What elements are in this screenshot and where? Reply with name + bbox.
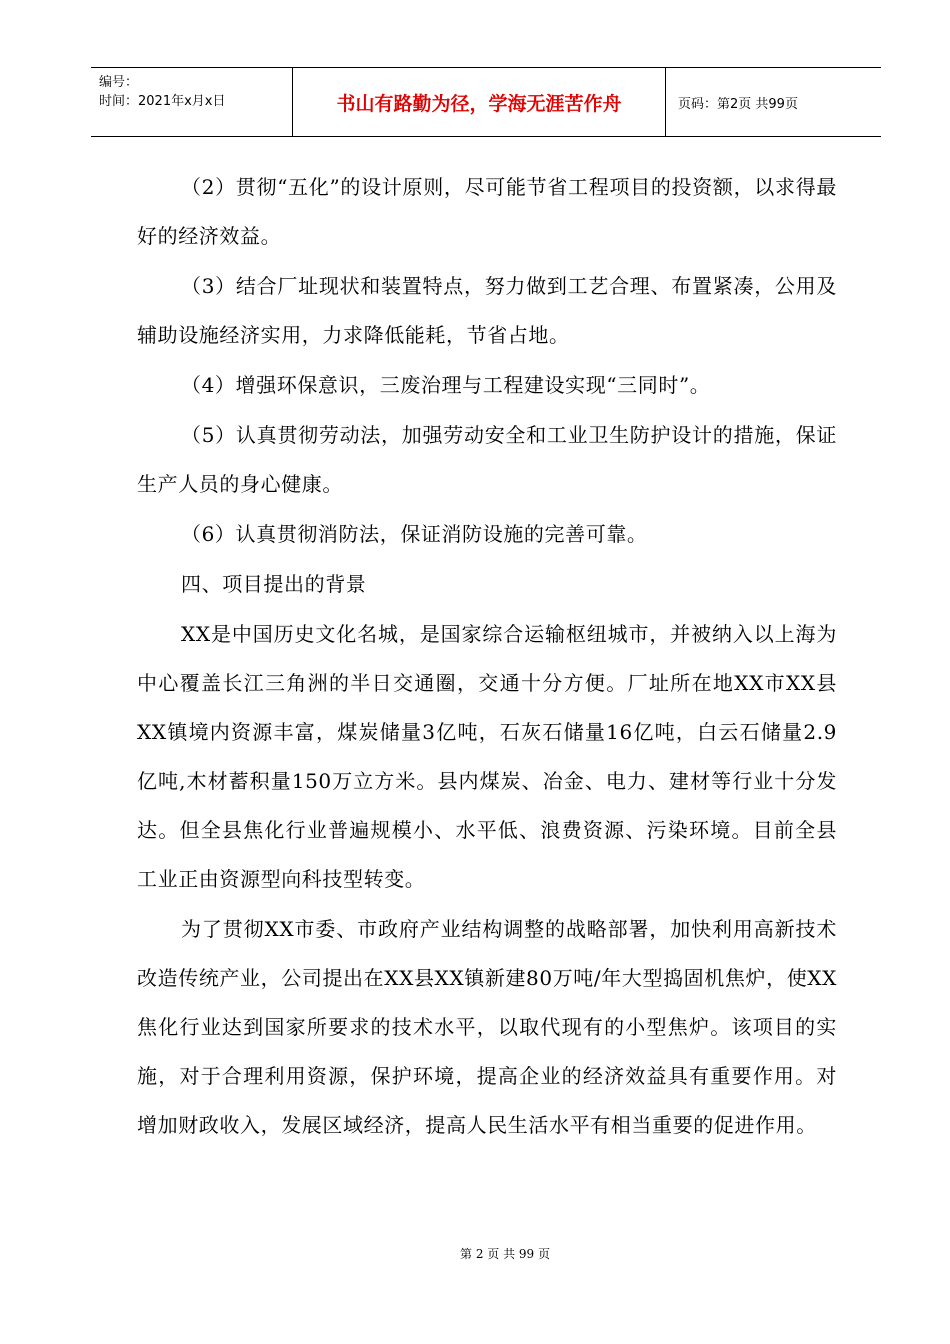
number-label: 编号：: [99, 75, 139, 90]
header-meta: [91, 68, 293, 136]
document-body: [137, 163, 837, 1151]
paragraph-background-2: 为了贯彻XX市委、市政府产业结构调整的战略部署，加快利用高新技术改造传统产业，公司提出在XX县XX镇新建80万吨/年大型捣固机焦炉，使XX焦化行业达到国家所要求的技术水平，以取代现有的小型焦炉。该项目的实施，对于合理利用资源，保护环境，提高企业的经济效益具有重要作用。对增加财政收入，发展区域经济，提高人民生活水平有相当重要的促进作用。: [137, 917, 837, 1137]
page-footer: 第 2 页 共 99 页: [460, 1247, 550, 1261]
section-heading: 四、项目提出的背景: [181, 572, 367, 596]
header-page-number: 页码：第2页 共99页: [678, 96, 798, 112]
paragraph-principle-2: （2）贯彻“五化”的设计原则，尽可能节省工程项目的投资额，以求得最好的经济效益。: [137, 175, 837, 248]
paragraph-principle-5: （5）认真贯彻劳动法，加强劳动安全和工业卫生防护设计的措施，保证生产人员的身心健康。: [137, 423, 837, 496]
header-motto: 书山有路勤为径，学海无涯苦作舟: [293, 68, 666, 136]
paragraph-background-1: XX是中国历史文化名城，是国家综合运输枢纽城市，并被纳入以上海为中心覆盖长江三角洲的半日交通圈，交通十分方便。厂址所在地XX市XX县XX镇境内资源丰富，煤炭储量3亿吨，石灰石储量16亿吨，白云石储量2.9亿吨,木材蓄积量150万立方米。县内煤炭、冶金、电力、建材等行业十分发达。但全县焦化行业普遍规模小、水平低、浪费资源、污染环境。目前全县工业正由资源型向科技型转变。: [137, 622, 837, 891]
time-label: 时间：2021年x月x日: [99, 94, 226, 109]
paragraph-principle-3: （3）结合厂址现状和装置特点，努力做到工艺合理、布置紧凑，公用及辅助设施经济实用，力求降低能耗，节省占地。: [137, 274, 837, 347]
paragraph-principle-6: （6）认真贯彻消防法，保证消防设施的完善可靠。: [181, 522, 648, 546]
paragraph-principle-4: （4）增强环保意识，三废治理与工程建设实现“三同时”。: [181, 373, 711, 397]
page-header: [91, 67, 881, 137]
